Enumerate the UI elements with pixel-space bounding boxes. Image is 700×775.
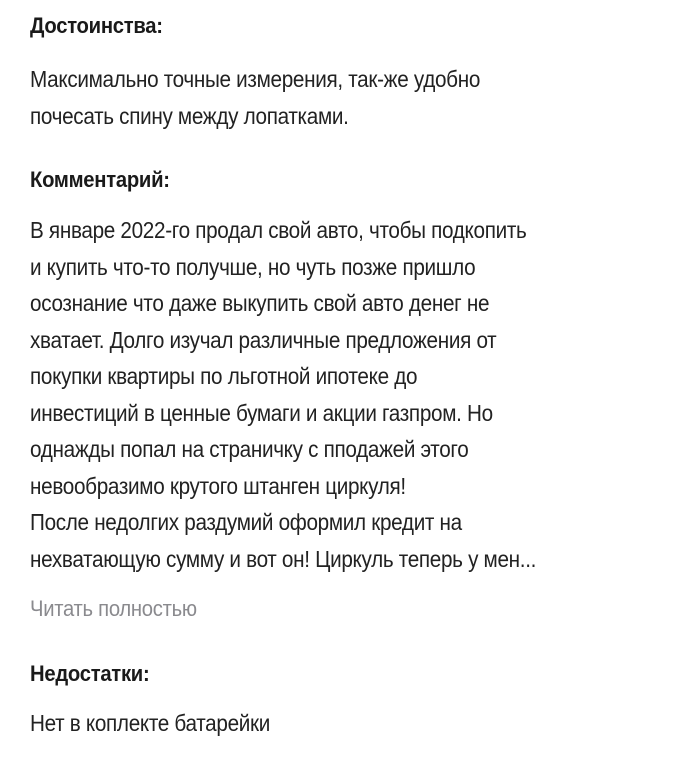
comment-line: и купить что-то получше, но чуть позже пришло [30,253,476,280]
comment-line: покупки квартиры по льготной ипотеке до [30,363,418,389]
comment-line: однажды попал на страничку с пподажей этого [30,436,469,462]
pros-title: Достоинства: [30,13,163,38]
pros-text [30,61,678,134]
cons-text [30,705,678,742]
cons-title: Недостатки: [30,661,150,686]
comment-line: инвестиций в ценные бумаги и акции газпром. Но [30,399,493,426]
pros-line: почесать спину между лопатками. [30,102,349,129]
pros-line: Максимально точные измерения, так-же удобно [30,66,481,92]
comment-line: хватает. Долго изучал различные предложения от [30,326,497,353]
comment-line: После недолгих раздумий оформил кредит на [30,509,462,535]
cons-line: Нет в коплекте батарейки [30,710,271,736]
comment-line: невообразимо крутого штанген циркуля! [30,472,406,499]
comment-line: осознание что даже выкупить свой авто денег не [30,290,490,316]
comment-line: нехватающую сумму и вот он! Циркуль теперь у мен... [30,545,537,572]
comment-title: Комментарий: [30,167,170,192]
comment-line: В январе 2022-го продал свой авто, чтобы подкопить [30,217,527,243]
read-more-link[interactable]: Читать полностью [30,596,197,621]
comment-text [30,212,678,577]
